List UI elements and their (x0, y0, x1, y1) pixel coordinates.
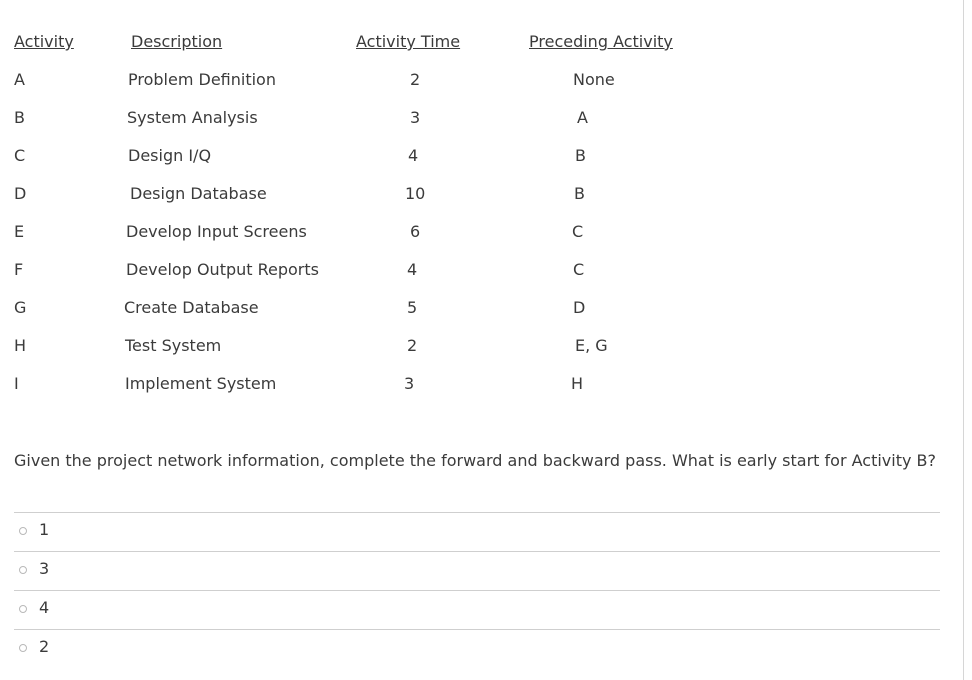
cell-activity: G (14, 298, 27, 317)
cell-preceding: A (577, 108, 588, 127)
cell-time: 2 (407, 336, 418, 355)
cell-time: 5 (407, 298, 418, 317)
cell-preceding: B (575, 146, 586, 165)
cell-activity: E (14, 222, 25, 241)
cell-description: Design Database (130, 184, 267, 203)
cell-description: Test System (125, 336, 222, 355)
cell-activity: H (14, 336, 27, 355)
cell-description: Problem Definition (128, 70, 276, 89)
cell-description: Implement System (125, 374, 277, 393)
answer-option[interactable] (14, 513, 940, 549)
cell-preceding: B (574, 184, 585, 203)
option-label: 2 (39, 637, 50, 656)
radio-button[interactable] (19, 605, 27, 613)
cell-time: 4 (408, 146, 419, 165)
cell-description: Develop Input Screens (126, 222, 307, 241)
header-description: Description (131, 32, 223, 51)
cell-time: 3 (404, 374, 415, 393)
radio-button[interactable] (19, 566, 27, 574)
option-label: 3 (39, 559, 50, 578)
answer-option[interactable] (14, 630, 940, 666)
radio-button[interactable] (19, 527, 27, 535)
option-label: 1 (39, 520, 50, 539)
cell-activity: D (14, 184, 27, 203)
cell-description: Design I/Q (128, 146, 212, 165)
radio-button[interactable] (19, 644, 27, 652)
header-activity-time: Activity Time (356, 32, 461, 51)
question-text: Given the project network information, complete the forward and backward pass. What is early start for Activity B? (14, 451, 937, 470)
cell-activity: C (14, 146, 26, 165)
cell-preceding: E, G (575, 336, 608, 355)
cell-description: System Analysis (127, 108, 258, 127)
cell-activity: B (14, 108, 25, 127)
header-preceding-activity: Preceding Activity (529, 32, 673, 51)
cell-time: 3 (410, 108, 421, 127)
header-activity: Activity (14, 32, 74, 51)
cell-preceding: H (571, 374, 584, 393)
cell-activity: A (14, 70, 25, 89)
right-border (963, 0, 964, 680)
cell-description: Develop Output Reports (126, 260, 319, 279)
cell-activity: F (14, 260, 24, 279)
answer-option[interactable] (14, 591, 940, 627)
cell-preceding: D (573, 298, 586, 317)
cell-time: 4 (407, 260, 418, 279)
cell-time: 2 (410, 70, 421, 89)
cell-preceding: C (572, 222, 584, 241)
cell-preceding: C (573, 260, 585, 279)
cell-preceding: None (573, 70, 615, 89)
cell-time: 6 (410, 222, 421, 241)
option-label: 4 (39, 598, 50, 617)
cell-description: Create Database (124, 298, 259, 317)
answer-option[interactable] (14, 552, 940, 588)
cell-time: 10 (405, 184, 426, 203)
cell-activity: I (14, 374, 19, 393)
